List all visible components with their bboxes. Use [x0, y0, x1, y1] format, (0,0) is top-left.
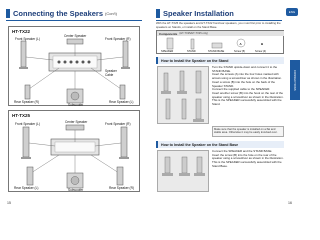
- stand-base-step-1: Connect the SPEAKER and the STAND BASE.: [212, 149, 273, 153]
- component-stand: STAND: [187, 50, 196, 53]
- stand-step-4: Connect the supplied cable to the SPEAKER.: [212, 87, 271, 92]
- diagram-ht-tx22: [8, 26, 140, 106]
- diagram-model-label: HT-TX22: [12, 29, 31, 34]
- left-page-title-suffix: (Con't): [105, 10, 117, 16]
- section-stand-steps: [212, 66, 284, 107]
- label-front-left: Front Speaker (L): [15, 37, 40, 41]
- language-badge: ENG: [286, 8, 298, 16]
- section-side-tab: CONNECTIONS: [290, 60, 300, 100]
- left-page-title: Connecting the Speakers: [13, 8, 104, 18]
- diagram-model-label: HT-TX25: [12, 113, 31, 118]
- label-rear-left: Rear Speaker (L): [109, 100, 134, 104]
- stand-step-5: Insert another screw (B) into the hook on the rear of the speaker using a screwdriver as shown in the illustration.: [212, 90, 284, 99]
- label-rear-left: Rear Speaker (L): [14, 186, 39, 190]
- component-screw-b: Screw (4): [255, 50, 267, 53]
- component-stand-base: STAND BASE: [208, 50, 225, 53]
- label-front-right: Front Speaker (R): [105, 122, 131, 126]
- component-speaker: SPEAKER: [161, 50, 174, 53]
- section-stand-title: How to Install the Speaker on the Stand: [161, 58, 229, 63]
- stand-base-steps-illustration: [158, 151, 210, 193]
- stand-install-illustration: [157, 66, 209, 124]
- component-screw-a: Screw (5): [234, 50, 246, 53]
- section-stand-base-steps: [212, 150, 284, 169]
- stand-steps-illustration: [158, 67, 210, 125]
- section-stand-header: [156, 57, 284, 64]
- note-box: [212, 126, 284, 137]
- label-rear-right: Rear Speaker (R): [109, 186, 134, 190]
- header-marker: [6, 9, 10, 18]
- left-header-rule: [6, 20, 142, 21]
- section-stand-base-header: [156, 141, 284, 148]
- components-sub: (HT-TX25/HT-TX25 only): [179, 32, 209, 35]
- left-page-number: 15: [7, 201, 11, 205]
- header-marker: [156, 9, 160, 18]
- right-page-title: Speaker Installation: [163, 8, 234, 18]
- stand-step-2: Insert the screws (A) into the four holes marked with arrows using a screwdriver as shown in the illustration.: [212, 72, 282, 81]
- stand-step-1: Turn the STAND upside-down and connect it to the STAND BASE.: [212, 65, 278, 73]
- label-center: Center Speaker: [65, 120, 88, 124]
- stand-step-3: Insert a screw (B) into the hole on the back of the Speaker STAND.: [212, 79, 275, 88]
- label-cable-a: Speaker: [105, 69, 117, 73]
- label-subwoofer: Subwoofer: [68, 103, 84, 107]
- components-label: Components: [159, 31, 178, 36]
- stand-step-6: This is the SPEAKER successfully assembled with the Stand.: [212, 98, 282, 107]
- label-rear-right: Rear Speaker (R): [14, 100, 39, 104]
- stand-base-install-illustration: [157, 150, 209, 192]
- left-page-header: [6, 8, 117, 18]
- component-screw-a-symbol: A: [239, 41, 242, 46]
- label-center: Center Speaker: [64, 34, 87, 38]
- diagram-ht-tx25: [8, 110, 140, 192]
- components-box: [156, 30, 284, 54]
- label-cable-b: Cable: [105, 73, 114, 77]
- stand-base-step-2: Insert the screw (B) into the hole on the rear of the speaker using a screwdriver as shown in the illustration.: [212, 152, 284, 161]
- intro-text: With the HT-TX25 the speakers and HT-TX22 front/rear speakers, you must first prior to installing the speakers on Stands, or install on the Stand Base.: [156, 21, 281, 29]
- label-subwoofer: Subwoofer: [68, 188, 84, 192]
- right-page-number: 16: [288, 201, 292, 205]
- note-text: Make sure that the speaker is installed on a flat and stable area. Otherwise it may be easily knocked over.: [214, 128, 278, 135]
- component-screw-b-symbol: B: [261, 41, 264, 46]
- right-page-header: [156, 8, 234, 18]
- label-front-left: Front Speaker (L): [15, 122, 40, 126]
- label-front-right: Front Speaker (R): [105, 37, 131, 41]
- section-stand-base-title: How to Install the Speaker on the Stand Base: [161, 142, 239, 147]
- stand-base-step-3: This is the SPEAKER successfully assembled with the Stand Base.: [212, 160, 282, 168]
